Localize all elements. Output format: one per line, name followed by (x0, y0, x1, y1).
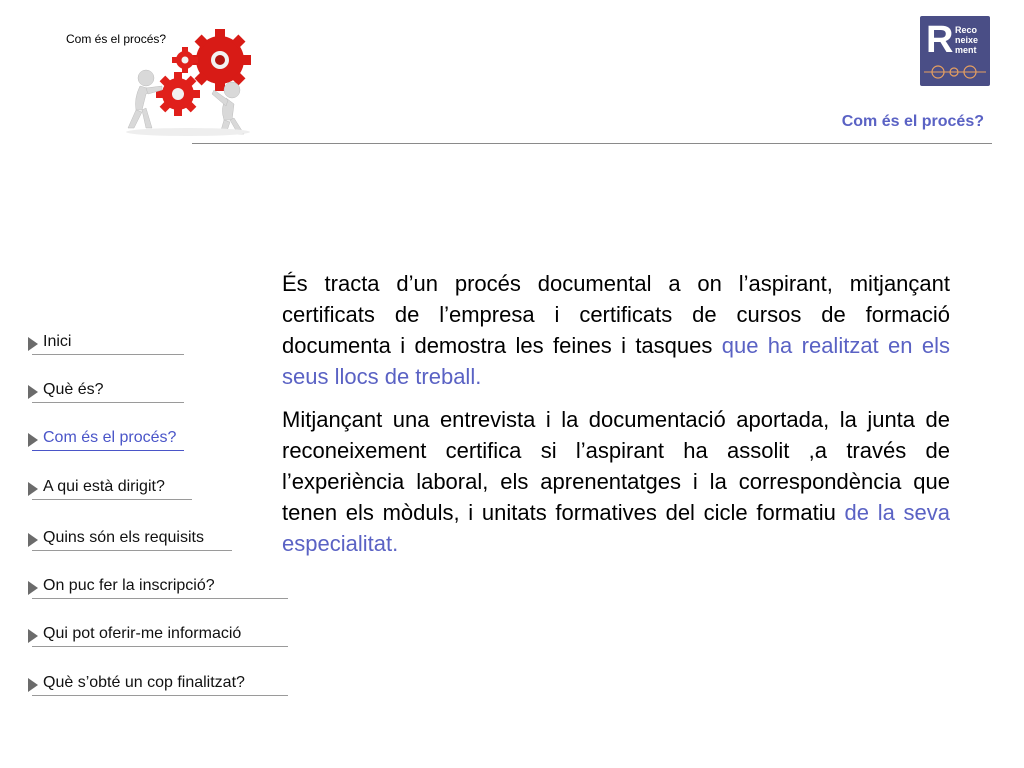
content-paragraph-2 (282, 404, 950, 559)
nav-underline (32, 695, 288, 696)
play-arrow-icon (26, 579, 42, 597)
nav-underline (32, 499, 192, 500)
page-title: Com és el procés? (841, 113, 984, 130)
nav-underline (32, 402, 184, 403)
nav-label: Com és el procés? (43, 429, 177, 446)
paragraph-1-highlight: que ha realitzat en els seus llocs de treball. (282, 333, 950, 389)
people-pushing-gears-icon (116, 28, 260, 138)
paragraph-2-highlight: de la seva especialitat. (282, 500, 950, 556)
logo-letter: R (926, 19, 954, 61)
content-paragraph-1 (282, 268, 950, 392)
play-arrow-icon (26, 383, 42, 401)
nav-underline (32, 598, 288, 599)
logo-line-3: ment (955, 45, 977, 55)
nav-underline (32, 550, 232, 551)
play-arrow-icon (26, 480, 42, 498)
paragraph-2-text: Mitjançant una entrevista i la documentació aportada, la junta de reconeixement certifica si l’aspirant ha assolit ,a través de l’experiència laboral, els aprenentatges i la correspondència que tenen els mòduls, i unitats formatives del cicle formatiu (282, 407, 950, 525)
nav-underline (32, 450, 184, 451)
logo-gears-icon (924, 62, 986, 82)
nav-label: A qui està dirigit? (43, 478, 165, 495)
play-arrow-icon (26, 431, 42, 449)
play-arrow-icon (26, 627, 42, 645)
header-divider (192, 143, 992, 144)
logo-text (955, 25, 978, 55)
logo-line-1: Reco (955, 25, 978, 35)
nav-label: Què és? (43, 381, 104, 398)
play-arrow-icon (26, 676, 42, 694)
nav-label: On puc fer la inscripció? (43, 577, 215, 594)
nav-label: Què s’obté un cop finalitzat? (43, 674, 245, 691)
play-arrow-icon (26, 531, 42, 549)
top-caption: Com és el procés? (66, 32, 167, 46)
nav-underline (32, 354, 184, 355)
logo-line-2: neixe (955, 35, 979, 45)
reconeixement-logo (920, 16, 990, 86)
nav-label: Inici (43, 333, 72, 350)
nav-underline (32, 646, 288, 647)
play-arrow-icon (26, 335, 42, 353)
nav-label: Quins són els requisits (43, 529, 204, 546)
main-content (282, 268, 950, 571)
nav-label: Qui pot oferir-me informació (43, 625, 242, 642)
paragraph-1-text: És tracta d’un procés documental a on l’aspirant, mitjançant certificats de l’empresa i certificats de cursos de formació documenta i demostra les feines i tasques (282, 271, 950, 358)
